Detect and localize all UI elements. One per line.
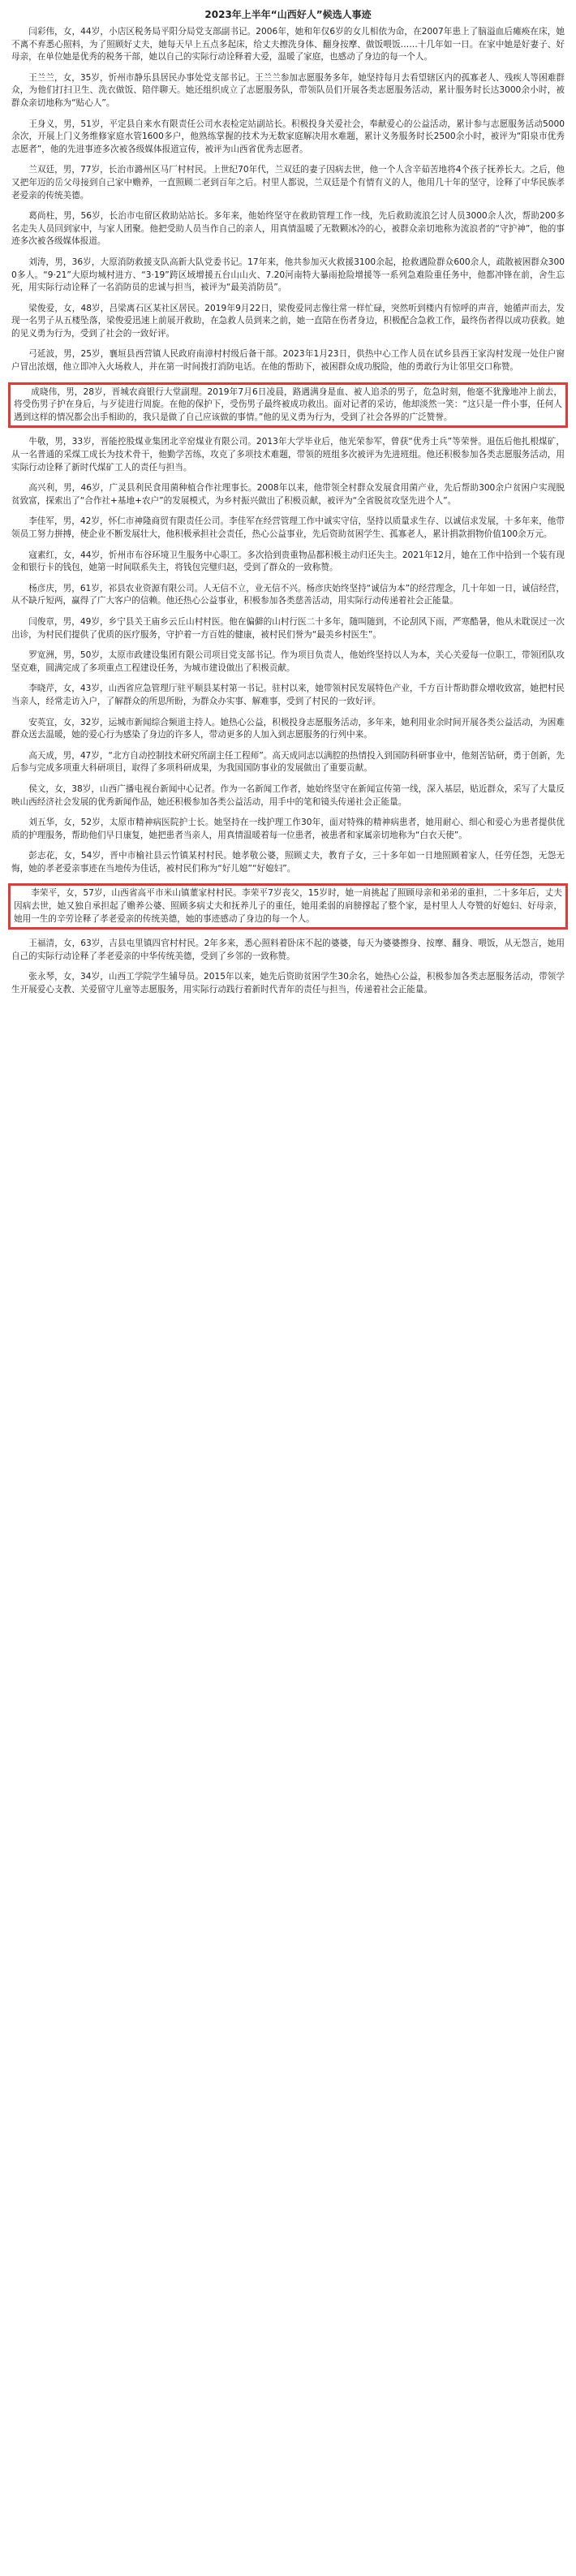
- paragraph: 安英宜，女，32岁，运城市新闻综合频道主持人。她热心公益，积极投身志愿服务活动，多年来，她利用业余时间开展各类公益活动，为困难群众送去温暖，她的爱心行为感染了身边的许多人，带动更多的人加入到志愿服务的行列中来。: [11, 717, 565, 740]
- paragraph: 王兰兰，女，35岁，忻州市静乐县居民办事处党支部书记。王兰兰参加志愿服务多年，她坚持每月去看望辖区内的孤寡老人、残疾人等困难群众，为他们打扫卫生、洗衣做饭、陪伴聊天。她还组织成立了志愿服务队，带领队员们开展各类志愿服务活动，累计服务时长达3000余小时，被群众亲切地称为“贴心人”。: [11, 72, 565, 108]
- paragraph: 葛尚柱，男，56岁，长治市屯留区救助站站长。多年来，他始终坚守在救助管理工作一线，先后救助流浪乞讨人员3000余人次，帮助200多名走失人员回到家中，与家人团聚。他把受助人员当作自己的亲人，用真情温暖了无数颗冰冷的心，被群众亲切地称为流浪者的“守护神”，他的事迹多次被各级媒体报道。: [11, 211, 565, 247]
- paragraph: 寇素红，女，44岁，忻州市布谷环境卫生服务中心职工。多次拾到贵重物品都积极主动归还失主。2021年12月，她在工作中拾到一个装有现金和银行卡的钱包，她第一时间联系失主，将钱包完璧归赵，受到了群众的一致称赞。: [11, 550, 565, 573]
- paragraph-list: [11, 26, 565, 997]
- paragraph: 杨彦庆，男，61岁，祁县农业资源有限公司。人无信不立，业无信不兴。杨彦庆始终坚持“诚信为本”的经营理念，几十年如一日，诚信经营，从不缺斤短两，赢得了广大客户的信赖。他还热心公益事业，积极参加各类慈善活动，用实际行动传递着社会正能量。: [11, 583, 565, 606]
- paragraph: 高天成，男，47岁，“北方自动控制技术研究所副主任工程师”。高天成同志以满腔的热情投入到国防科研事业中，他刻苦钻研，勇于创新，先后参与完成多项重大科研项目，取得了多项科研成果，为我国国防事业的发展做出了重要贡献。: [11, 750, 565, 774]
- paragraph: 梁俊爱，女，48岁，吕梁离石区某社区居民。2019年9月22日，梁俊爱同志像往常一样忙碌，突然听到楼内有惊呼的声音，她循声而去，发现一名男子从五楼坠落，梁俊爱迅速上前展开救助，在急救人员到来之前，她一直陪在伤者身边，积极配合急救工作，最终伤者得以成功获救。她的见义勇为行为，受到了社会的一致好评。: [11, 303, 565, 339]
- paragraph: 牛敬，男，33岁，晋能控股煤业集团北辛窑煤业有限公司。2013年大学毕业后，他光荣参军，曾获“优秀士兵”等荣誉。退伍后他扎根煤矿，从一名普通的采煤工成长为技术骨干，他勤学苦练，攻克了多项技术难题，带领的班组多次被评为先进班组。他还积极参加各类志愿服务活动，用实际行动诠释了新时代煤矿工人的责任与担当。: [11, 437, 565, 472]
- paragraph: 闫彩伟，女，44岁，小店区税务局平阳分局党支部副书记。2006年，她和年仅6岁的女儿相依为命，在2007年患上了脑溢血后瘫痪在床，她不离不弃悉心照料，为了照顾好丈夫，她每天早上五点多起床，给丈夫擦洗身体、翻身按摩、做饭喂饭……十几年如一日。在家中她是好妻子、好母亲，在单位她是优秀的税务干部，她以自己的实际行动诠释着大爱，温暖了家庭，也感动了身边的每一个人。: [11, 27, 565, 63]
- highlighted-paragraph: 成晓伟，男，28岁，晋城农商银行大堂副理。2019年7月6日凌晨，路遇满身是血、被人追杀的男子，危急时刻，他毫不犹豫地冲上前去，将受伤男子护在身后，与歹徒进行周旋。在他的保护下，受伤男子最终被成功救出。面对记者的采访，他却淡然一笑：“这只是一件小事，任何人遇到这样的情况都会出手相助的，我只是做了自己应该做的事情。”他的见义勇为行为，受到了社会各界的广泛赞誉。: [8, 382, 568, 429]
- paragraph: 兰双廷，男，77岁，长治市潞州区马厂村村民。上世纪70年代，兰双廷的妻子因病去世，他一个人含辛茹苦地将4个孩子抚养长大。之后，他又把年迈的岳父母接到自己家中赡养，一直照顾二老到百年之后。村里人都说，兰双廷是个有情有义的人，他用几十年的坚守，诠释了中华民族孝老爱亲的传统美德。: [11, 165, 565, 201]
- paragraph: 侯文，女，38岁，山西广播电视台新闻中心记者。作为一名新闻工作者，她始终坚守在新闻宣传第一线，深入基层，贴近群众，采写了大量反映山西经济社会发展的优秀新闻作品，她还积极参加各类公益活动，用手中的笔和镜头传递社会正能量。: [11, 783, 565, 807]
- paragraph: 刘涛，男，36岁，大原消防救援支队高新大队党委书记。17年来，他共参加灭火救援3100余起，抢救遇险群众600余人，疏散被困群众3000多人。“9·21”大原均城村进方、“3·19”跨区域增援五台山山火、7.20河南特大暴雨抢险增援等一系列急难险重任务中，他都冲锋在前，舍生忘死，用实际行动诠释了一名消防员的忠诚与担当，被评为“最美消防员”。: [11, 257, 565, 293]
- paragraph: 闫俊章，男，49岁，乡宁县关王庙乡云丘山村村医。他在偏僻的山村行医二十多年，随叫随到，不论刮风下雨，严寒酷暑，他从未耽误过一次出诊，为村民们提供了优质的医疗服务，守护着一方百姓的健康，被村民们誉为“最美乡村医生”。: [11, 616, 565, 640]
- paragraph: 王福清，女，63岁，吉县屯里镇四官村村民。2年多来，悉心照料着卧床不起的婆婆，每天为婆婆擦身、按摩、翻身、喂饭，从无怨言，她用自己的实际行动诠释了孝老爱亲的中华传统美德，受到了乡邻的一致称赞。: [11, 938, 565, 961]
- paragraph: 罗宽洲，男，50岁，太原市政建设集团有限公司项目党支部书记。作为项目负责人，他始终坚持以人为本，关心关爱每一位职工，带领团队攻坚克难，圆满完成了多项重点工程建设任务，为城市建设做出了积极贡献。: [11, 650, 565, 673]
- paragraph: 高兴利，男，46岁，广灵县利民食用菌种植合作社理事长。2008年以来，他带领全村群众发展食用菌产业，先后帮助300余户贫困户实现脱贫致富，探索出了“合作社+基地+农户”的发展模式，为乡村振兴做出了积极贡献，被评为“全省脱贫攻坚先进个人”。: [11, 483, 565, 506]
- paragraph: 李晓芹，女，43岁，山西省应急管理厅驻平顺县某村第一书记。驻村以来，她带领村民发展特色产业，千方百计帮助群众增收致富，她把村民当亲人，经常走访入户，了解群众的所思所盼，为群众办实事、解难事，受到了村民的一致好评。: [11, 684, 565, 706]
- document-title: 2023年上半年“山西好人”候选人事迹: [204, 9, 372, 20]
- paragraph: 王身义，男，51岁，平定县自来水有限责任公司水表检定站副站长。积极投身关爱社会，奉献爱心的公益活动，累计参与志愿服务活动5000余次，开展上门义务维修家庭水管1600多户，他熟练掌握的技术为无数家庭解决用水难题，累计义务服务时长2500余小时，被评为“阳泉市优秀志愿者”，他的先进事迹多次被各级媒体报道宣传，被评为山西省优秀志愿者。: [11, 119, 565, 154]
- paragraph: 李佳军，男，42岁，怀仁市神隆商贸有限责任公司。李佳军在经营管理工作中诚实守信，坚持以质量求生存、以诚信求发展，十多年来，他带领员工努力拼搏，使企业不断发展壮大，他积极承担社会责任，热心公益事业，先后资助贫困学生、孤寡老人，累计捐款捐物价值100余万元。: [11, 516, 565, 539]
- paragraph: 彭志花，女，54岁，晋中市榆社县云竹镇某村村民。她孝敬公婆，照顾丈夫，教育子女，三十多年如一日地照顾着家人，任劳任怨，无怨无悔，她的孝老爱亲事迹在当地传为佳话，被村民们称为“好儿媳”“好媳妇”。: [11, 851, 565, 874]
- paragraph: 弓延波，男，25岁，襄垣县西营镇人民政府南漳村村级后备干部。2023年1月23日，供热中心工作人员在试乡县西王家沟村发现一处住户窗户冒出浓烟，他立即冲入火场救人，并在第一时间拨打消防电话。在他的帮助下，被困群众成功脱险，他的勇敢行为让邻里交口称赞。: [11, 349, 565, 373]
- highlighted-paragraph: 李荣平，女，57岁，山西省高平市米山镇董家村村民。李荣平7岁丧父，15岁时，她一肩挑起了照顾母亲和弟弟的重担，二十多年后，丈夫因病去世，她又独自承担起了赡养公婆、照顾多病丈夫和抚养儿子的重任，她用柔弱的肩膀撑起了整个家，是村里人人夸赞的好媳妇、好母亲，她用一生的辛劳诠释了孝老爱亲的传统美德，她的事迹感动了身边的每一个人。: [8, 883, 568, 930]
- paragraph: 张永琴，女，34岁，山西工学院学生辅导员。2015年以来，她先后资助贫困学生30余名，她热心公益，积极参加各类志愿服务活动，带领学生开展爱心支教、关爱留守儿童等志愿服务，用实际行动践行着新时代青年的责任与担当，传递着社会正能量。: [11, 972, 565, 995]
- paragraph: 刘五华，女，52岁，太原市精神病医院护士长。她坚持在一线护理工作30年，面对特殊的精神病患者，她用耐心、细心和爱心为患者提供优质的护理服务，帮助他们早日康复，她把患者当亲人，用真情温暖着每一位患者，被患者和家属亲切地称为“白衣天使”。: [11, 818, 565, 840]
